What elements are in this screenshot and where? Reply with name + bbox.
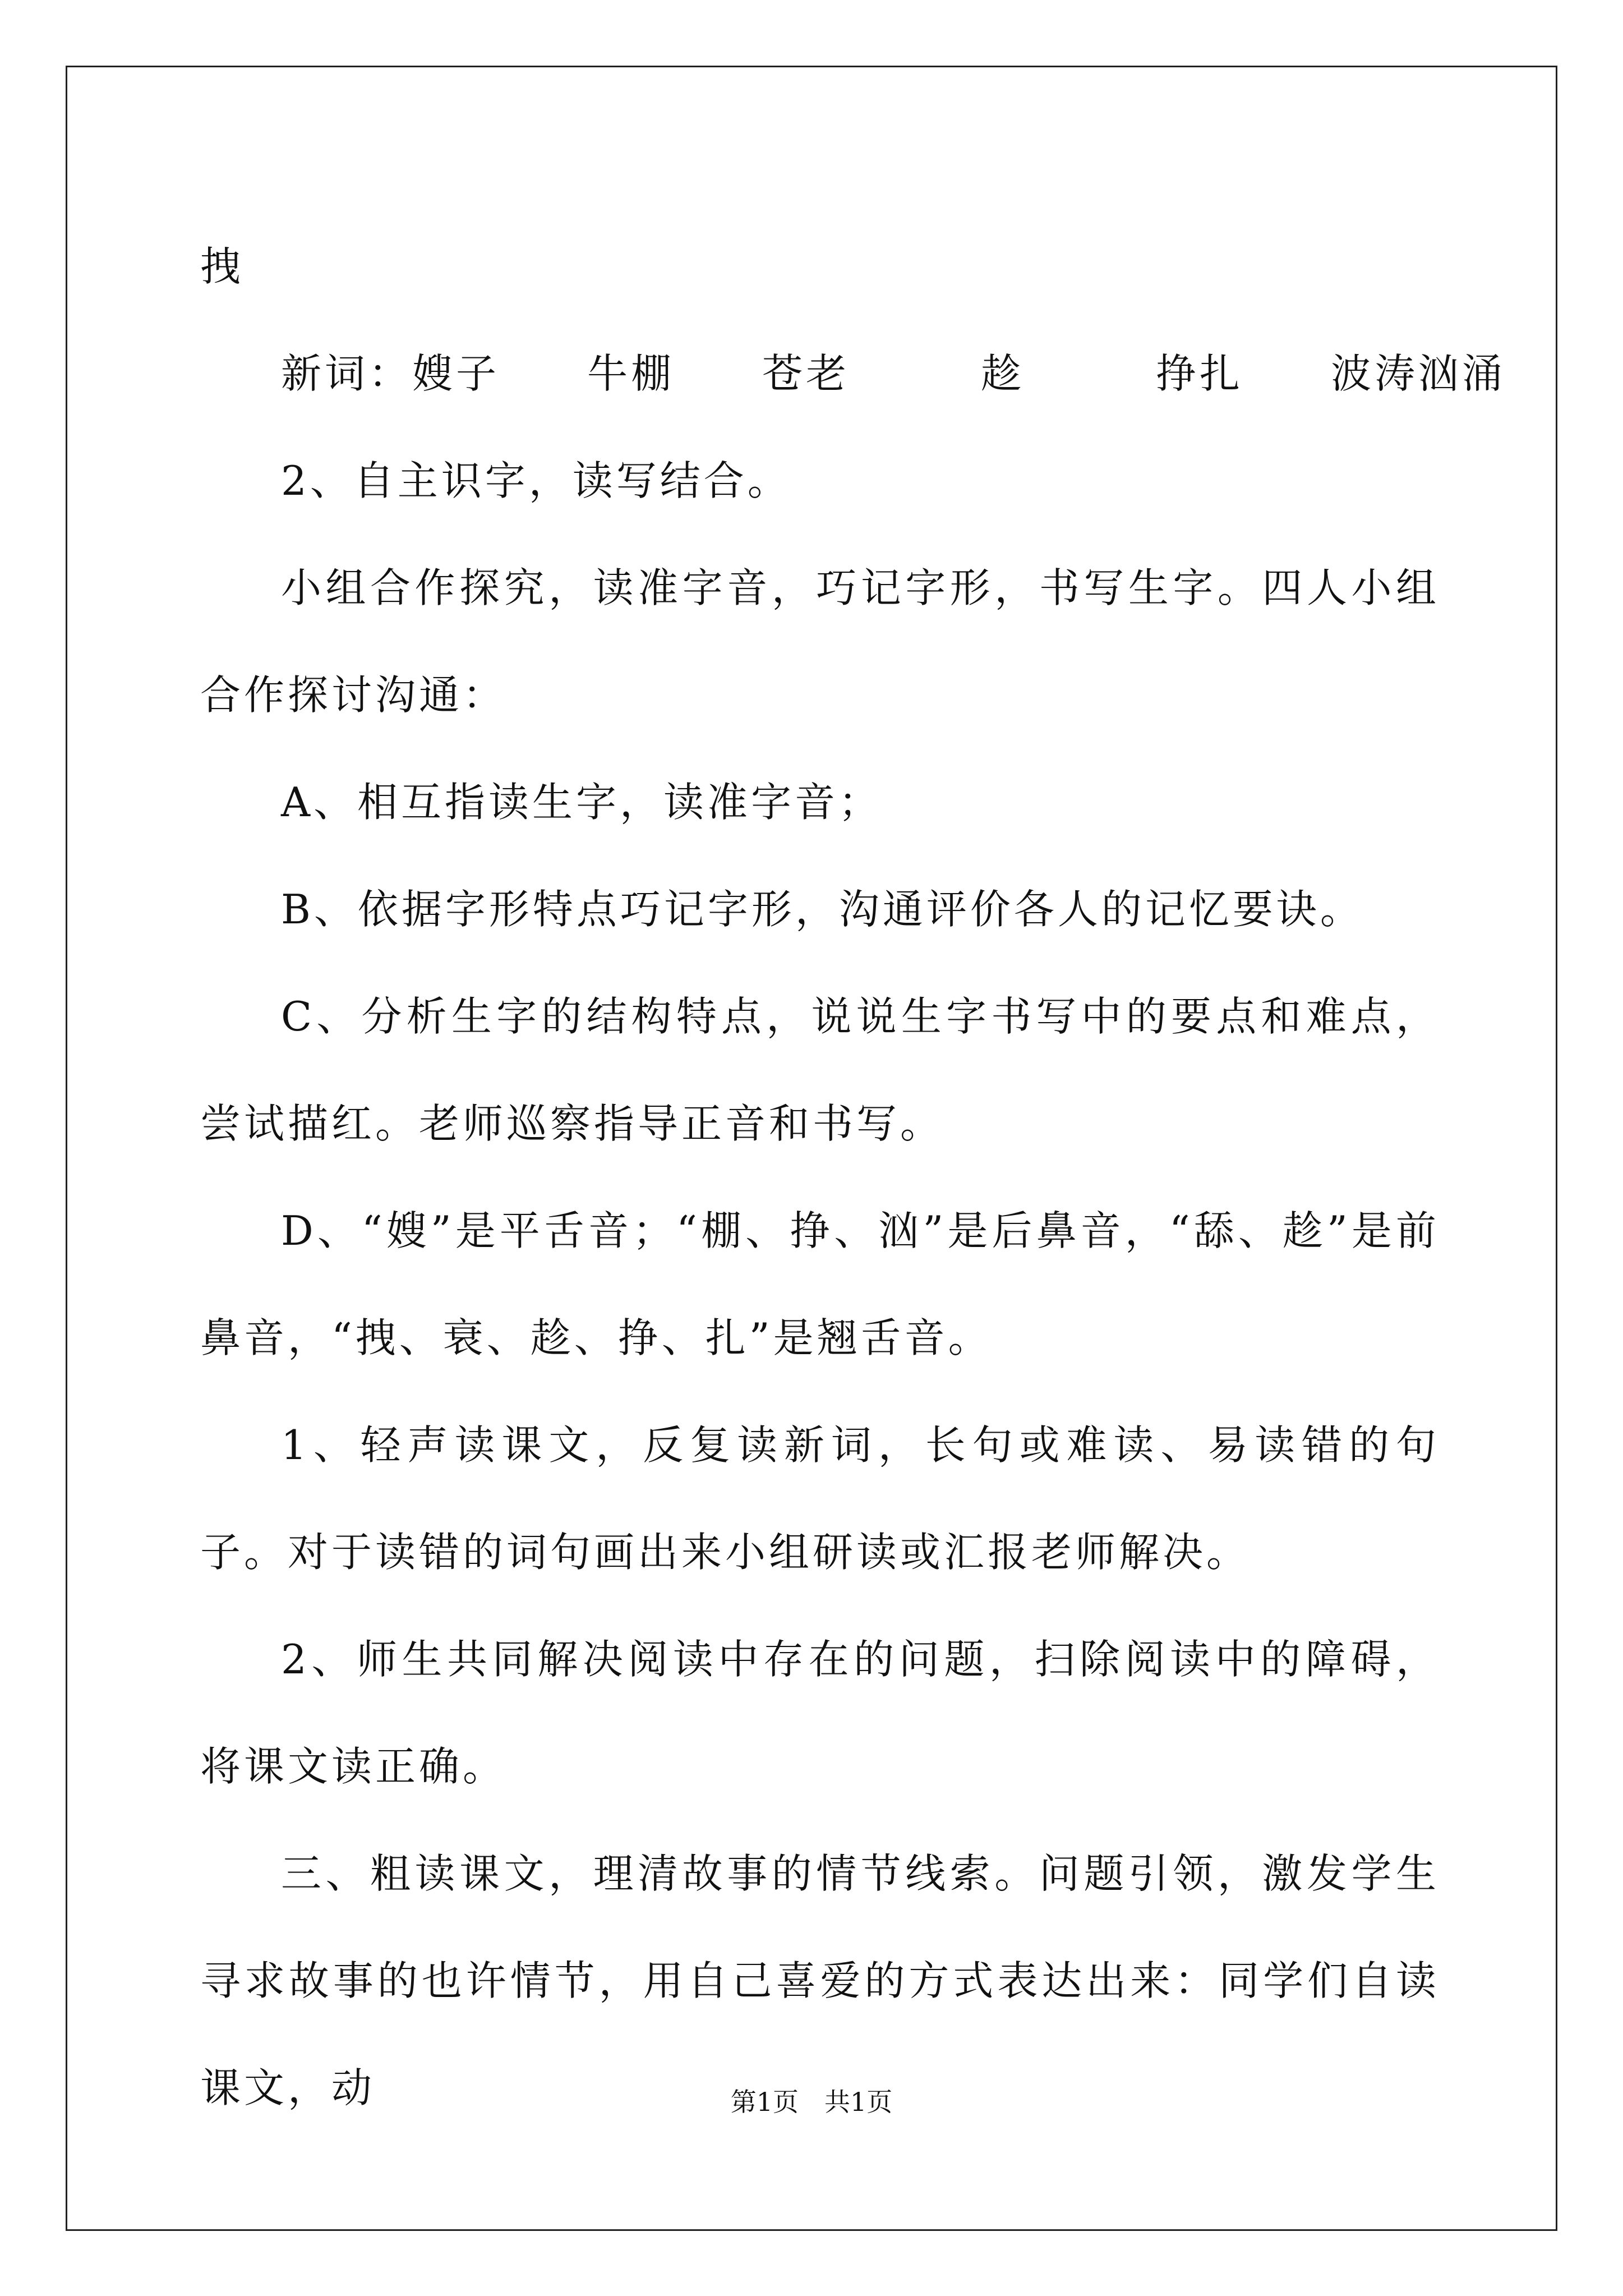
paragraph-11: 三、粗读课文，理清故事的情节线索。问题引领，激发学生寻求故事的也许情节，用自己喜爱的方式表达出来：同学们自读课文，动 [200, 1850, 1440, 2111]
document-body [200, 213, 1506, 2142]
paragraph-6: B、依据字形特点巧记字形，沟通评价各人的记忆要诀。 [281, 886, 1364, 933]
paragraph-4: 小组合作探究，读准字音，巧记字形，书写生字。四人小组合作探讨沟通： [200, 564, 1440, 719]
paragraph-3: 2、自主识字，读写结合。 [281, 457, 791, 504]
paragraph-9: 1、轻声读课文，反复读新词，长句或难读、易读错的句子。对于读错的词句画出来小组研读或汇报老师解决。 [200, 1421, 1440, 1576]
paragraph-vocabulary: 新词：嫂子 牛棚 苍老 趁 挣扎 波涛汹涌 [281, 350, 1506, 397]
paragraph-10: 2、师生共同解决阅读中存在的问题，扫除阅读中的障碍，将课文读正确。 [200, 1636, 1440, 1790]
page-footer: 第1页 共1页 [730, 2087, 893, 2117]
paragraph-5: A、相互指读生字，读准字音； [281, 779, 882, 826]
paragraph-7: C、分析生字的结构特点，说说生字书写中的要点和难点，尝试描红。老师巡察指导正音和书写。 [200, 993, 1440, 1147]
paragraph-8: D、“嫂”是平舌音；“棚、挣、汹”是后鼻音，“舔、趁”是前鼻音，“拽、衰、趁、挣、扎”是翘舌音。 [200, 1207, 1440, 1361]
paragraph-1: 拽 [200, 243, 245, 290]
